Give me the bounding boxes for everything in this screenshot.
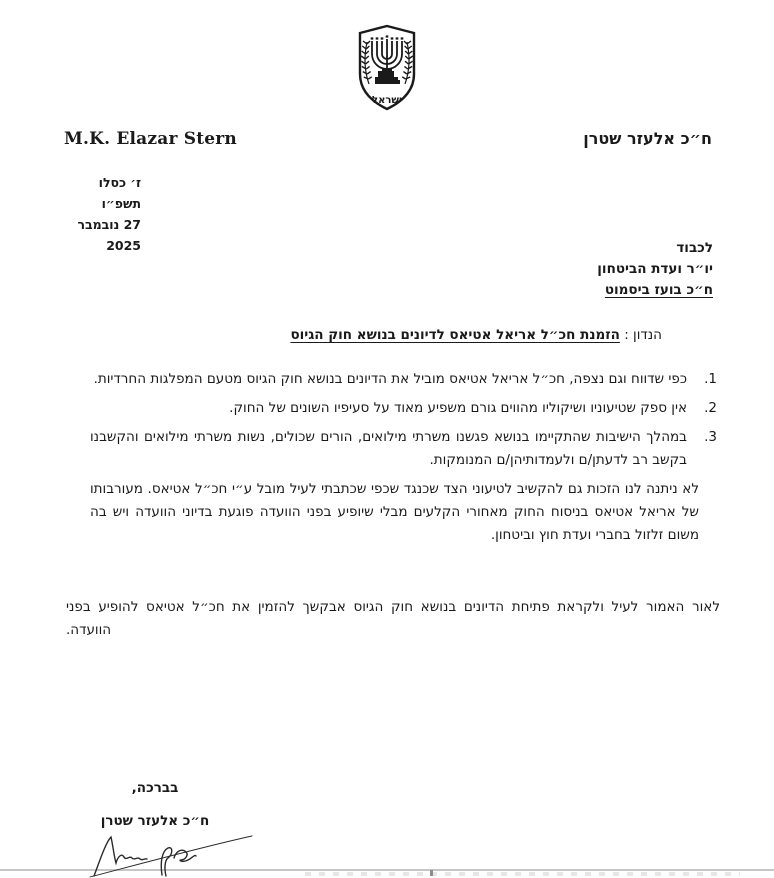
list-item [62, 426, 717, 472]
list-item-text: כפי שדווח וגם נצפה, חכ״ל אריאל אטיאס מוביל את הדיונים בנושא חוק הגיוס מטעם המפלגות החרדיות. [93, 371, 687, 387]
next-page-ghost-text [305, 872, 740, 876]
olive-branch-left-icon [361, 41, 372, 84]
hebrew-date: ז׳ כסלו תשפ״ו [98, 175, 141, 211]
addressee-role: יו״ר ועדת הביטחון [597, 261, 713, 277]
list-item [62, 368, 717, 391]
signoff-block [88, 780, 222, 829]
subject-text: הזמנת חכ״ל אריאל אטיאס לדיונים בנושא חוק הגיוס [290, 327, 620, 343]
handwritten-signature [86, 832, 254, 878]
gregorian-date: 27 נובמבר 2025 [77, 217, 141, 253]
closing-paragraph [66, 596, 720, 642]
emblem-country-label: ישראל [372, 95, 402, 106]
list-item-number: 3. [704, 429, 717, 445]
israel-state-emblem [355, 24, 419, 112]
olive-branch-right-icon [402, 41, 413, 84]
next-page-ghost-mark [430, 870, 433, 876]
menorah-base [375, 68, 400, 84]
dateline [63, 172, 141, 256]
list-item-number: 2. [704, 400, 717, 416]
signoff-greeting: בברכה, [131, 780, 179, 796]
letterhead [64, 129, 712, 149]
list-item-continuation: לא ניתנה לנו הזכות גם להקשיב לטיעוני הצד שכנגד שכפי שכתבתי לעיל מובל ע״י חכ״ל אטיאס. מעורבותו של אריאל אטיאס בניסוח החוק מאחורי הקלעים מבלי שיופיע בפני הוועדה פוגעת בדיוני הוועדה ויש בה משום זלזול בחברי ועדת חוץ וביטחון. [90, 481, 699, 543]
list-item [62, 397, 717, 420]
menorah-icon [371, 37, 404, 70]
list-item-number: 1. [704, 371, 717, 387]
addressee-name: ח״כ בועז ביסמוט [604, 282, 713, 298]
list-item-text: במהלך הישיבות שהתקיימו בנושא פגשנו משרתי מילואים, הורים שכולים, נשות משרתי מילואים והקשבנו בקשב רב לדעתן/ם ולעמדותיהן/ם המנומקות. [90, 429, 687, 468]
sender-name-english: M.K. Elazar Stern [64, 129, 237, 149]
list-item-text: אין ספק שטיעוניו ושיקוליו מהווים גורם משפיע מאוד על סעיפיו השונים של החוק. [229, 400, 687, 416]
closing-line: הוועדה. [66, 622, 112, 638]
emblem-graphic [355, 24, 419, 112]
addressee-block [597, 238, 713, 301]
subject-line [290, 327, 662, 343]
body-list [62, 368, 717, 547]
signoff-name: ח״כ אלעזר שטרן [100, 813, 210, 829]
addressee-salutation: לכבוד [676, 240, 713, 256]
sender-name-hebrew: ח״כ אלעזר שטרן [583, 129, 712, 148]
subject-label: הנדון : [624, 327, 662, 343]
closing-line: לאור האמור לעיל ולקראת פתיחת הדיונים בנושא חוק הגיוס אבקשך להזמין את חכ״ל אטיאס להופיע בפני [66, 599, 720, 615]
